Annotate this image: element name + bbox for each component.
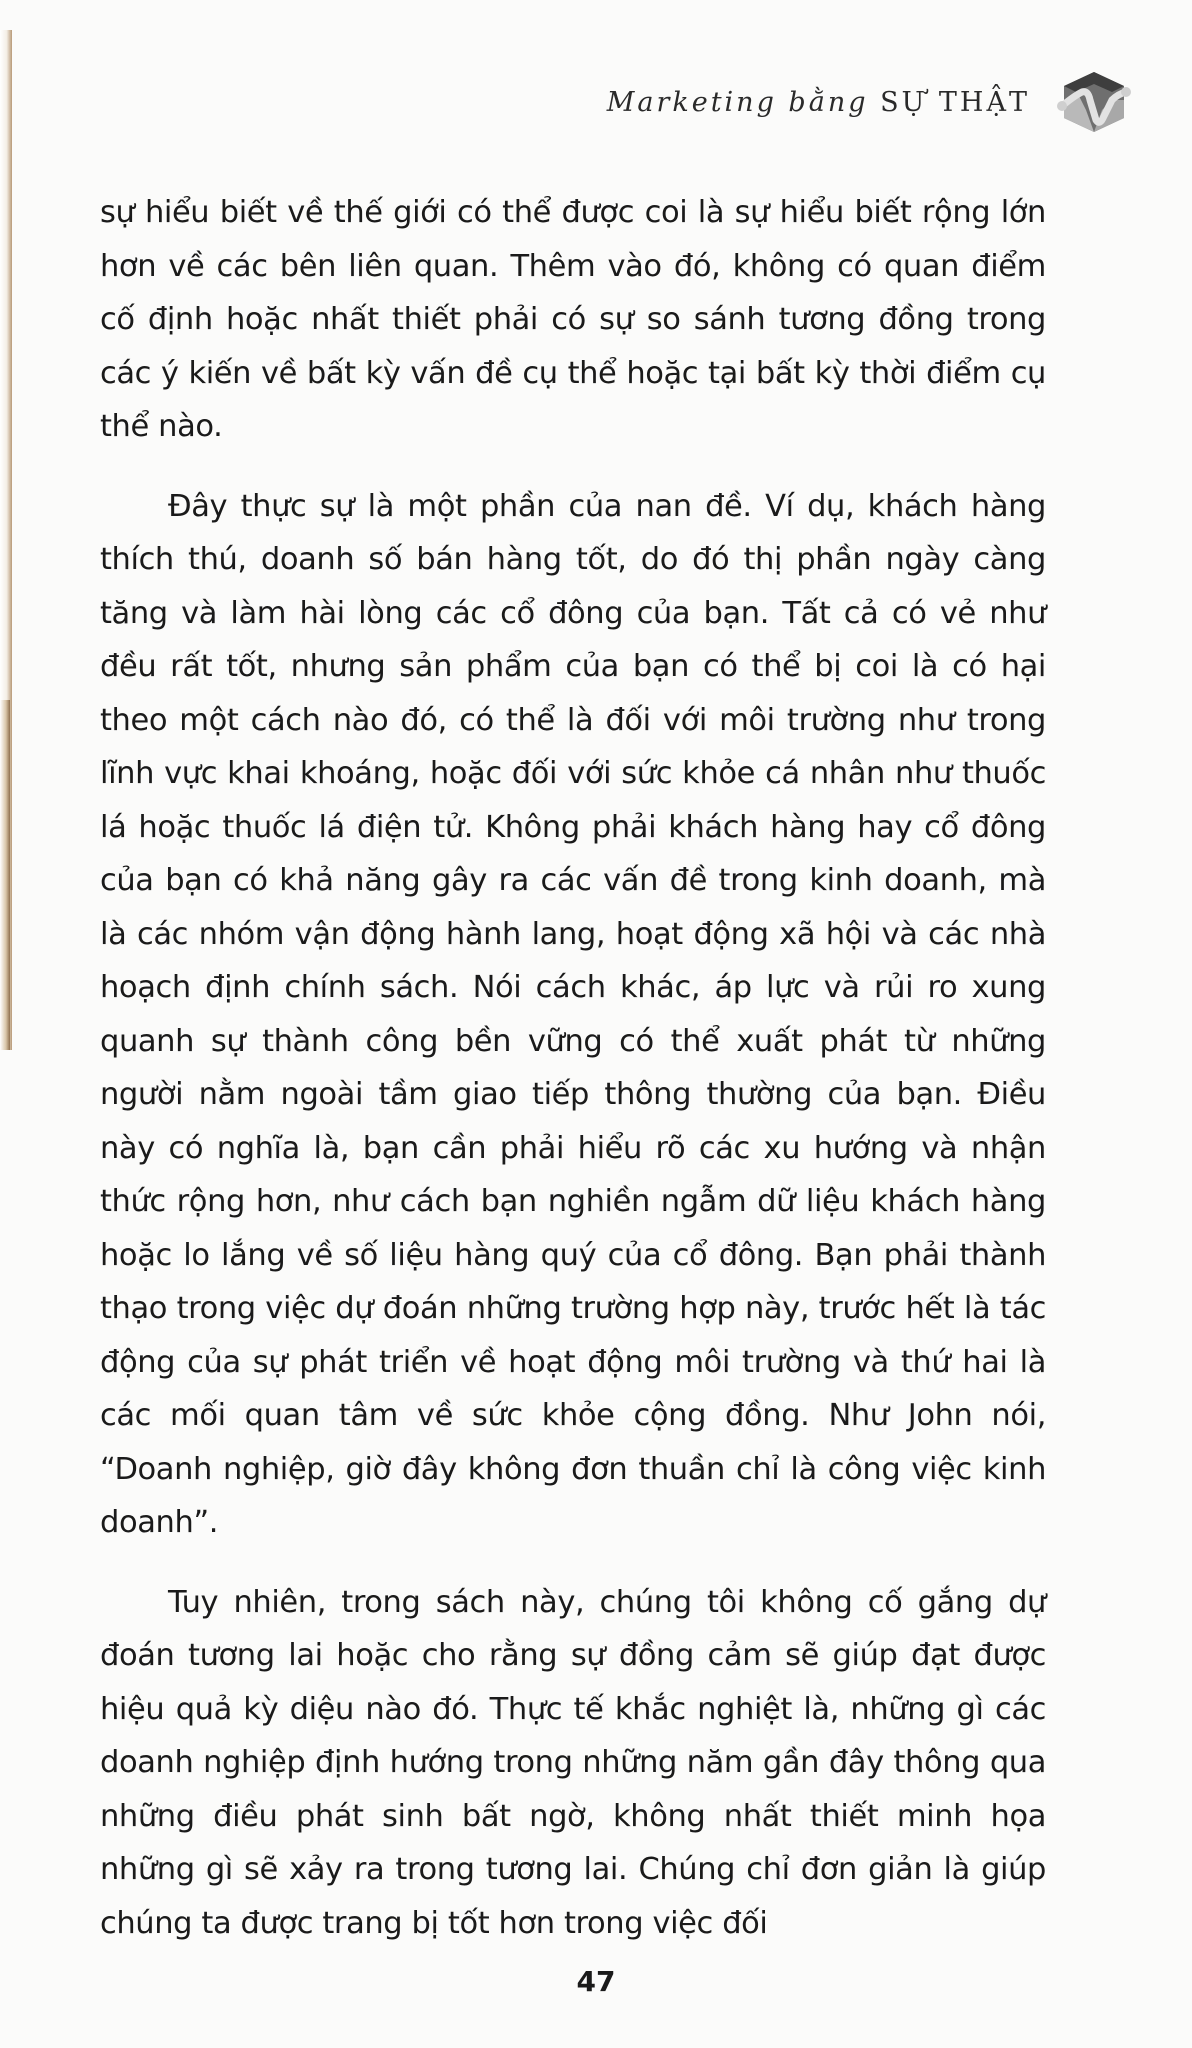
hexagon-chart-logo-icon bbox=[1056, 70, 1132, 134]
book-title-italic: Marketing bằng bbox=[606, 86, 869, 118]
page-binding-shadow bbox=[0, 700, 10, 1050]
page-body-text bbox=[100, 186, 1046, 1976]
book-title-caps: SỰ THẬT bbox=[880, 86, 1030, 118]
paragraph-3: Tuy nhiên, trong sách này, chúng tôi không cố gắng dự đoán tương lai hoặc cho rằng sự đồng cảm sẽ giúp đạt được hiệu quả kỳ diệu nào đó. Thực tế khắc nghiệt là, những gì các doanh nghiệp định hướng trong những năm gần đây thông qua những điều phát sinh bất ngờ, không nhất thiết minh họa những gì sẽ xảy ra trong tương lai. Chúng chỉ đơn giản là giúp chúng ta được trang bị tốt hơn trong việc đối bbox=[100, 1584, 1046, 1941]
running-header bbox=[607, 70, 1132, 134]
paragraph-1: sự hiểu biết về thế giới có thể được coi là sự hiểu biết rộng lớn hơn về các bên liên quan. Thêm vào đó, không có quan điểm cố định hoặc nhất thiết phải có sự so sánh tương đồng trong các ý kiến về bất kỳ vấn đề cụ thể hoặc tại bất kỳ thời điểm cụ thể nào. bbox=[100, 195, 1046, 444]
paragraph-2: Đây thực sự là một phần của nan đề. Ví dụ, khách hàng thích thú, doanh số bán hàng tốt, do đó thị phần ngày càng tăng và làm hài lòng các cổ đông của bạn. Tất cả có vẻ như đều rất tốt, nhưng sản phẩm của bạn có thể bị coi là có hại theo một cách nào đó, có thể là đối với môi trường như trong lĩnh vực khai khoáng, hoặc đối với sức khỏe cá nhân như thuốc lá hoặc thuốc lá điện tử. Không phải khách hàng hay cổ đông của bạn có khả năng gây ra các vấn đề trong kinh doanh, mà là các nhóm vận động hành lang, hoạt động xã hội và các nhà hoạch định chính sách. Nói cách khác, áp lực và rủi ro xung quanh sự thành công bền vững có thể xuất phát từ những người nằm ngoài tầm giao tiếp thông thường của bạn. Điều này có nghĩa là, bạn cần phải hiểu rõ các xu hướng và nhận thức rộng hơn, như cách bạn nghiền ngẫm dữ liệu khách hàng hoặc lo lắng về số liệu hàng quý của cổ đông. Bạn phải thành thạo trong việc dự đoán những trường hợp này, trước hết là tác động của sự phát triển về hoạt động môi trường và thứ hai là các mối quan tâm về sức khỏe cộng đồng. Như John nói, “Doanh nghiệp, giờ đây không đơn thuần chỉ là công việc kinh doanh”. bbox=[100, 488, 1046, 1540]
book-title bbox=[607, 87, 1030, 118]
page-number: 47 bbox=[576, 1965, 616, 1998]
